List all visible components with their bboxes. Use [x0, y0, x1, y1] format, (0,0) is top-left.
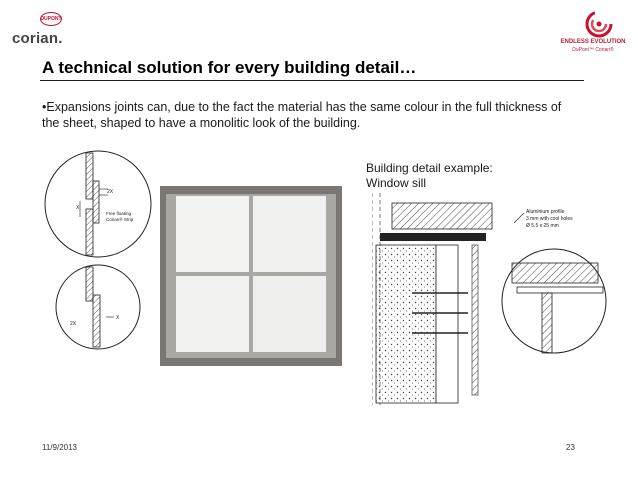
endless-evolution-title: ENDLESS EVOLUTION	[560, 39, 626, 45]
joint-label-2x-bottom: 2X	[70, 321, 77, 327]
joint-label-free: Free floating	[106, 211, 132, 216]
window-sill-section-drawing	[372, 193, 610, 405]
footer-date: 11/9/2013	[42, 443, 77, 452]
sill-label-size: Ø 5.5 x 25 mm	[526, 223, 559, 229]
endless-evolution-swirl-icon	[585, 10, 613, 38]
joint-label-2x-top: 2X	[107, 189, 114, 195]
page-number: 23	[566, 443, 575, 452]
endless-evolution-subtitle: DuPont™ Corian®	[572, 47, 614, 53]
joint-label-x-top: X	[76, 205, 80, 211]
bullet-paragraph: •Expansions joints can, due to the fact the material has the same colour in the full thickness of the sheet, shaped to have a monolitic look of the building.	[42, 100, 562, 130]
dupont-logo	[40, 12, 62, 26]
title-divider	[40, 80, 584, 81]
corian-logo: corian.	[12, 30, 63, 47]
panel-sample-photo	[160, 186, 342, 366]
example-caption	[366, 161, 493, 191]
dupont-logo-text: DUPONT	[40, 16, 62, 22]
joint-label-x-bottom: X	[116, 315, 120, 321]
expansion-joint-drawing	[40, 147, 156, 352]
example-caption-line2: Window sill	[366, 176, 427, 190]
joint-label-strip: Corian® Strip	[106, 217, 134, 222]
sill-label-profile: Aluminium profile	[526, 209, 565, 215]
slide-title: A technical solution for every building detail…	[42, 58, 417, 77]
example-caption-line1: Building detail example:	[366, 161, 493, 175]
sill-label-holes: 3 mm with cool holes	[526, 216, 573, 222]
